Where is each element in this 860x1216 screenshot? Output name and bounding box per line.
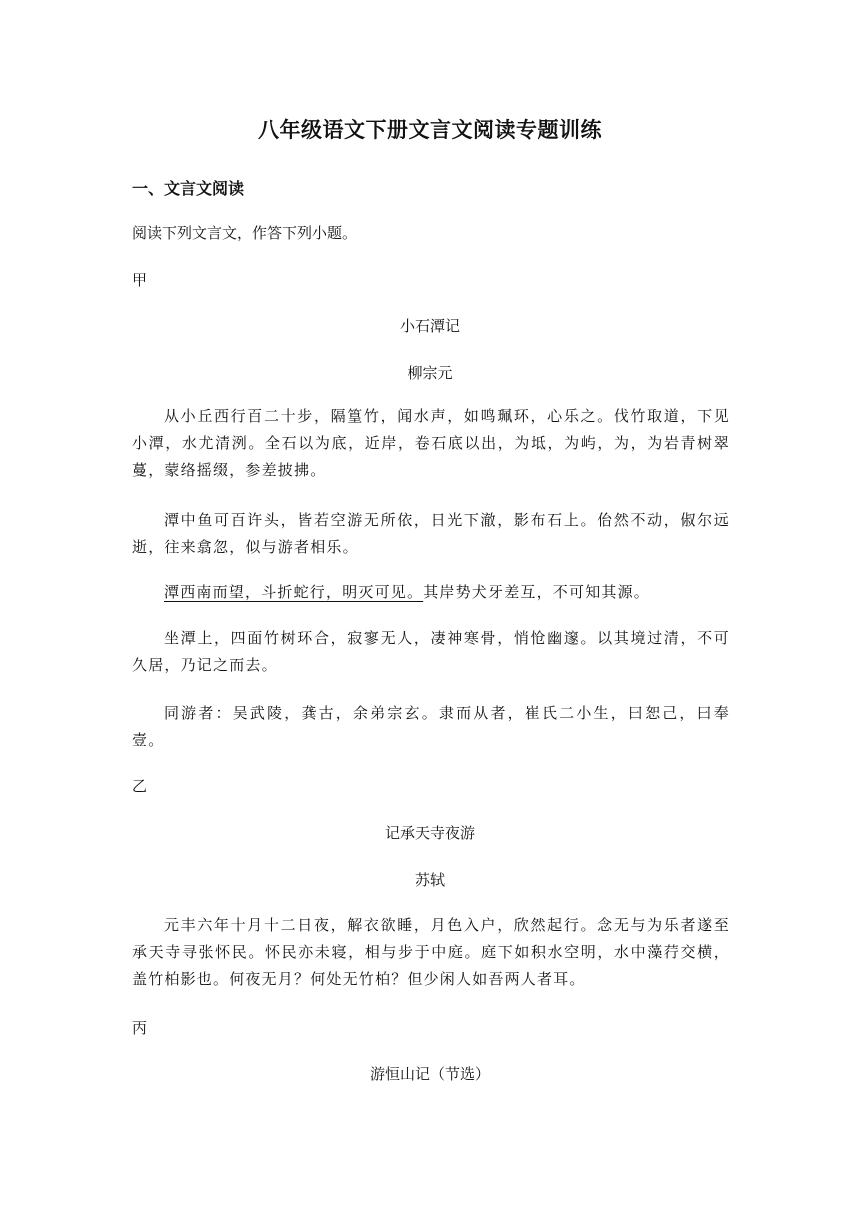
passage-jia-paragraph-2: 潭中鱼可百许头，皆若空游无所依，日光下澈，影布石上。佁然不动，俶尔远逝，往来翕忽，似与游者相乐。	[132, 511, 730, 556]
underlined-sentence: 潭西南而望，斗折蛇行，明灭可见。	[164, 583, 424, 601]
passage-yi-paragraph: 元丰六年十月十二日夜，解衣欲睡，月色入户，欣然起行。念无与为乐者遂至承天寺寻张怀民。怀民亦未寝，相与步于中庭。庭下如积水空明，水中藻荇交横，盖竹柏影也。何夜无月？何处无竹柏？但少闲人如吾两人者耳。	[132, 916, 730, 988]
passage-yi-author: 苏轼	[414, 871, 445, 889]
section-heading: 一、文言文阅读	[132, 179, 245, 198]
passage-bing-label: 丙	[132, 1019, 148, 1037]
passage-jia-paragraph-5: 同游者：吴武陵，龚古，余弟宗玄。隶而从者，崔氏二小生，曰恕己，曰奉壹。	[132, 704, 730, 749]
passage-jia-paragraph-3	[132, 579, 730, 606]
passage-yi-label: 乙	[132, 777, 148, 795]
passage-yi-title: 记承天寺夜游	[384, 824, 475, 842]
paragraph-3-rest: 其岸势犬牙差互，不可知其源。	[423, 583, 651, 601]
document-title: 八年级语文下册文言文阅读专题训练	[258, 118, 602, 142]
passage-jia-label: 甲	[132, 271, 148, 289]
passage-jia-paragraph-4: 坐潭上，四面竹树环合，寂寥无人，凄神寒骨，悄怆幽邃。以其境过清，不可久居，乃记之而去。	[132, 629, 730, 674]
instruction-text: 阅读下列文言文，作答下列小题。	[132, 224, 358, 242]
passage-jia-paragraph-1: 从小丘西行百二十步，隔篁竹，闻水声，如鸣珮环，心乐之。伐竹取道，下见小潭，水尤清洌。全石以为底，近岸，卷石底以出，为坻，为屿，为，为岩青树翠蔓，蒙络摇缀，参差披拂。	[132, 407, 730, 479]
passage-jia-title: 小石潭记	[399, 317, 460, 335]
passage-bing-title: 游恒山记（节选）	[369, 1065, 490, 1083]
passage-jia-author: 柳宗元	[407, 364, 453, 382]
